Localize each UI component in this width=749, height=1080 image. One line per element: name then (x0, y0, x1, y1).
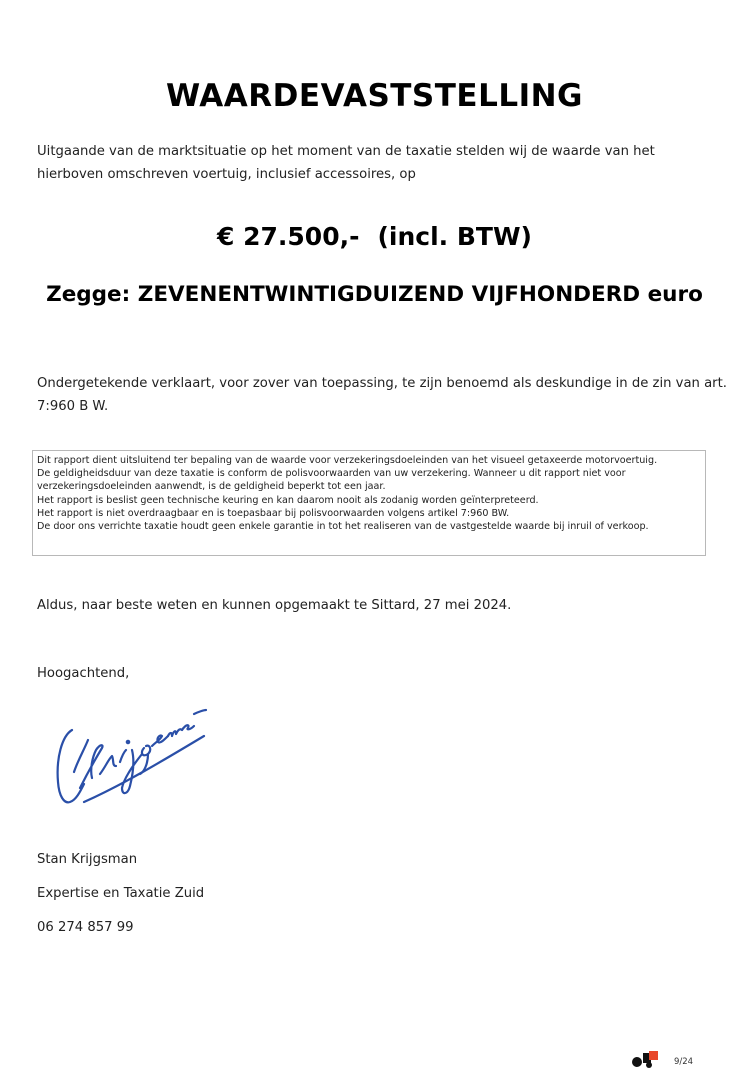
greeting: Hoogachtend, (37, 666, 130, 681)
signer-name: Stan Krijgsman (37, 852, 138, 867)
disclaimer-line: Het rapport is beslist geen technische keuring en kan daarom nooit als zodanig worden geïnterpreteerd. (37, 494, 539, 506)
closing-statement: Aldus, naar beste weten en kunnen opgemaakt te Sittard, 27 mei 2024. (37, 598, 512, 613)
declaration-paragraph (37, 372, 727, 418)
intro-paragraph (37, 140, 717, 186)
amount-vat-note: (incl. BTW) (377, 222, 532, 251)
amount-value: € 27.500,- (217, 222, 360, 251)
intro-line: Uitgaande van de marktsituatie op het moment van de taxatie stelden wij de waarde van het (37, 144, 655, 159)
page-title: WAARDEVASTSTELLING (166, 78, 583, 114)
disclaimer-line: De geldigheidsduur van deze taxatie is conform de polisvoorwaarden van uw verzekering. Wanneer u dit rapport niet voor (37, 468, 626, 480)
signature-image (44, 700, 214, 815)
company-name: Expertise en Taxatie Zuid (37, 886, 205, 901)
page-number: 9/24 (674, 1057, 694, 1067)
intro-line: hierboven omschreven voertuig, inclusief accessoires, op (37, 167, 416, 182)
disclaimer-box (32, 450, 706, 556)
phone-number: 06 274 857 99 (37, 920, 134, 935)
amount-in-words: Zegge: ZEVENENTWINTIGDUIZEND VIJFHONDERD euro (46, 282, 703, 307)
disclaimer-line: De door ons verrichte taxatie houdt geen enkele garantie in tot het realiseren van de vastgestelde waarde bij inruil of verkoop. (37, 521, 649, 533)
disclaimer-line: verzekeringsdoeleinden aanwendt, is de geldigheid beperkt tot een jaar. (37, 481, 386, 493)
declaration-line: Ondergetekende verklaart, voor zover van toepassing, te zijn benoemd als deskundige in de zin van art. (37, 376, 727, 391)
disclaimer-line: Het rapport is niet overdraagbaar en is toepasbaar bij polisvoorwaarden volgens artikel 7:960 BW. (37, 507, 510, 519)
declaration-line: 7:960 B W. (37, 399, 109, 414)
valuation-amount (0, 222, 749, 251)
disclaimer-line: Dit rapport dient uitsluitend ter bepaling van de waarde voor verzekeringsdoeleinden van het visueel getaxeerde motorvoertuig. (37, 455, 658, 466)
company-logo-icon (628, 1048, 668, 1070)
